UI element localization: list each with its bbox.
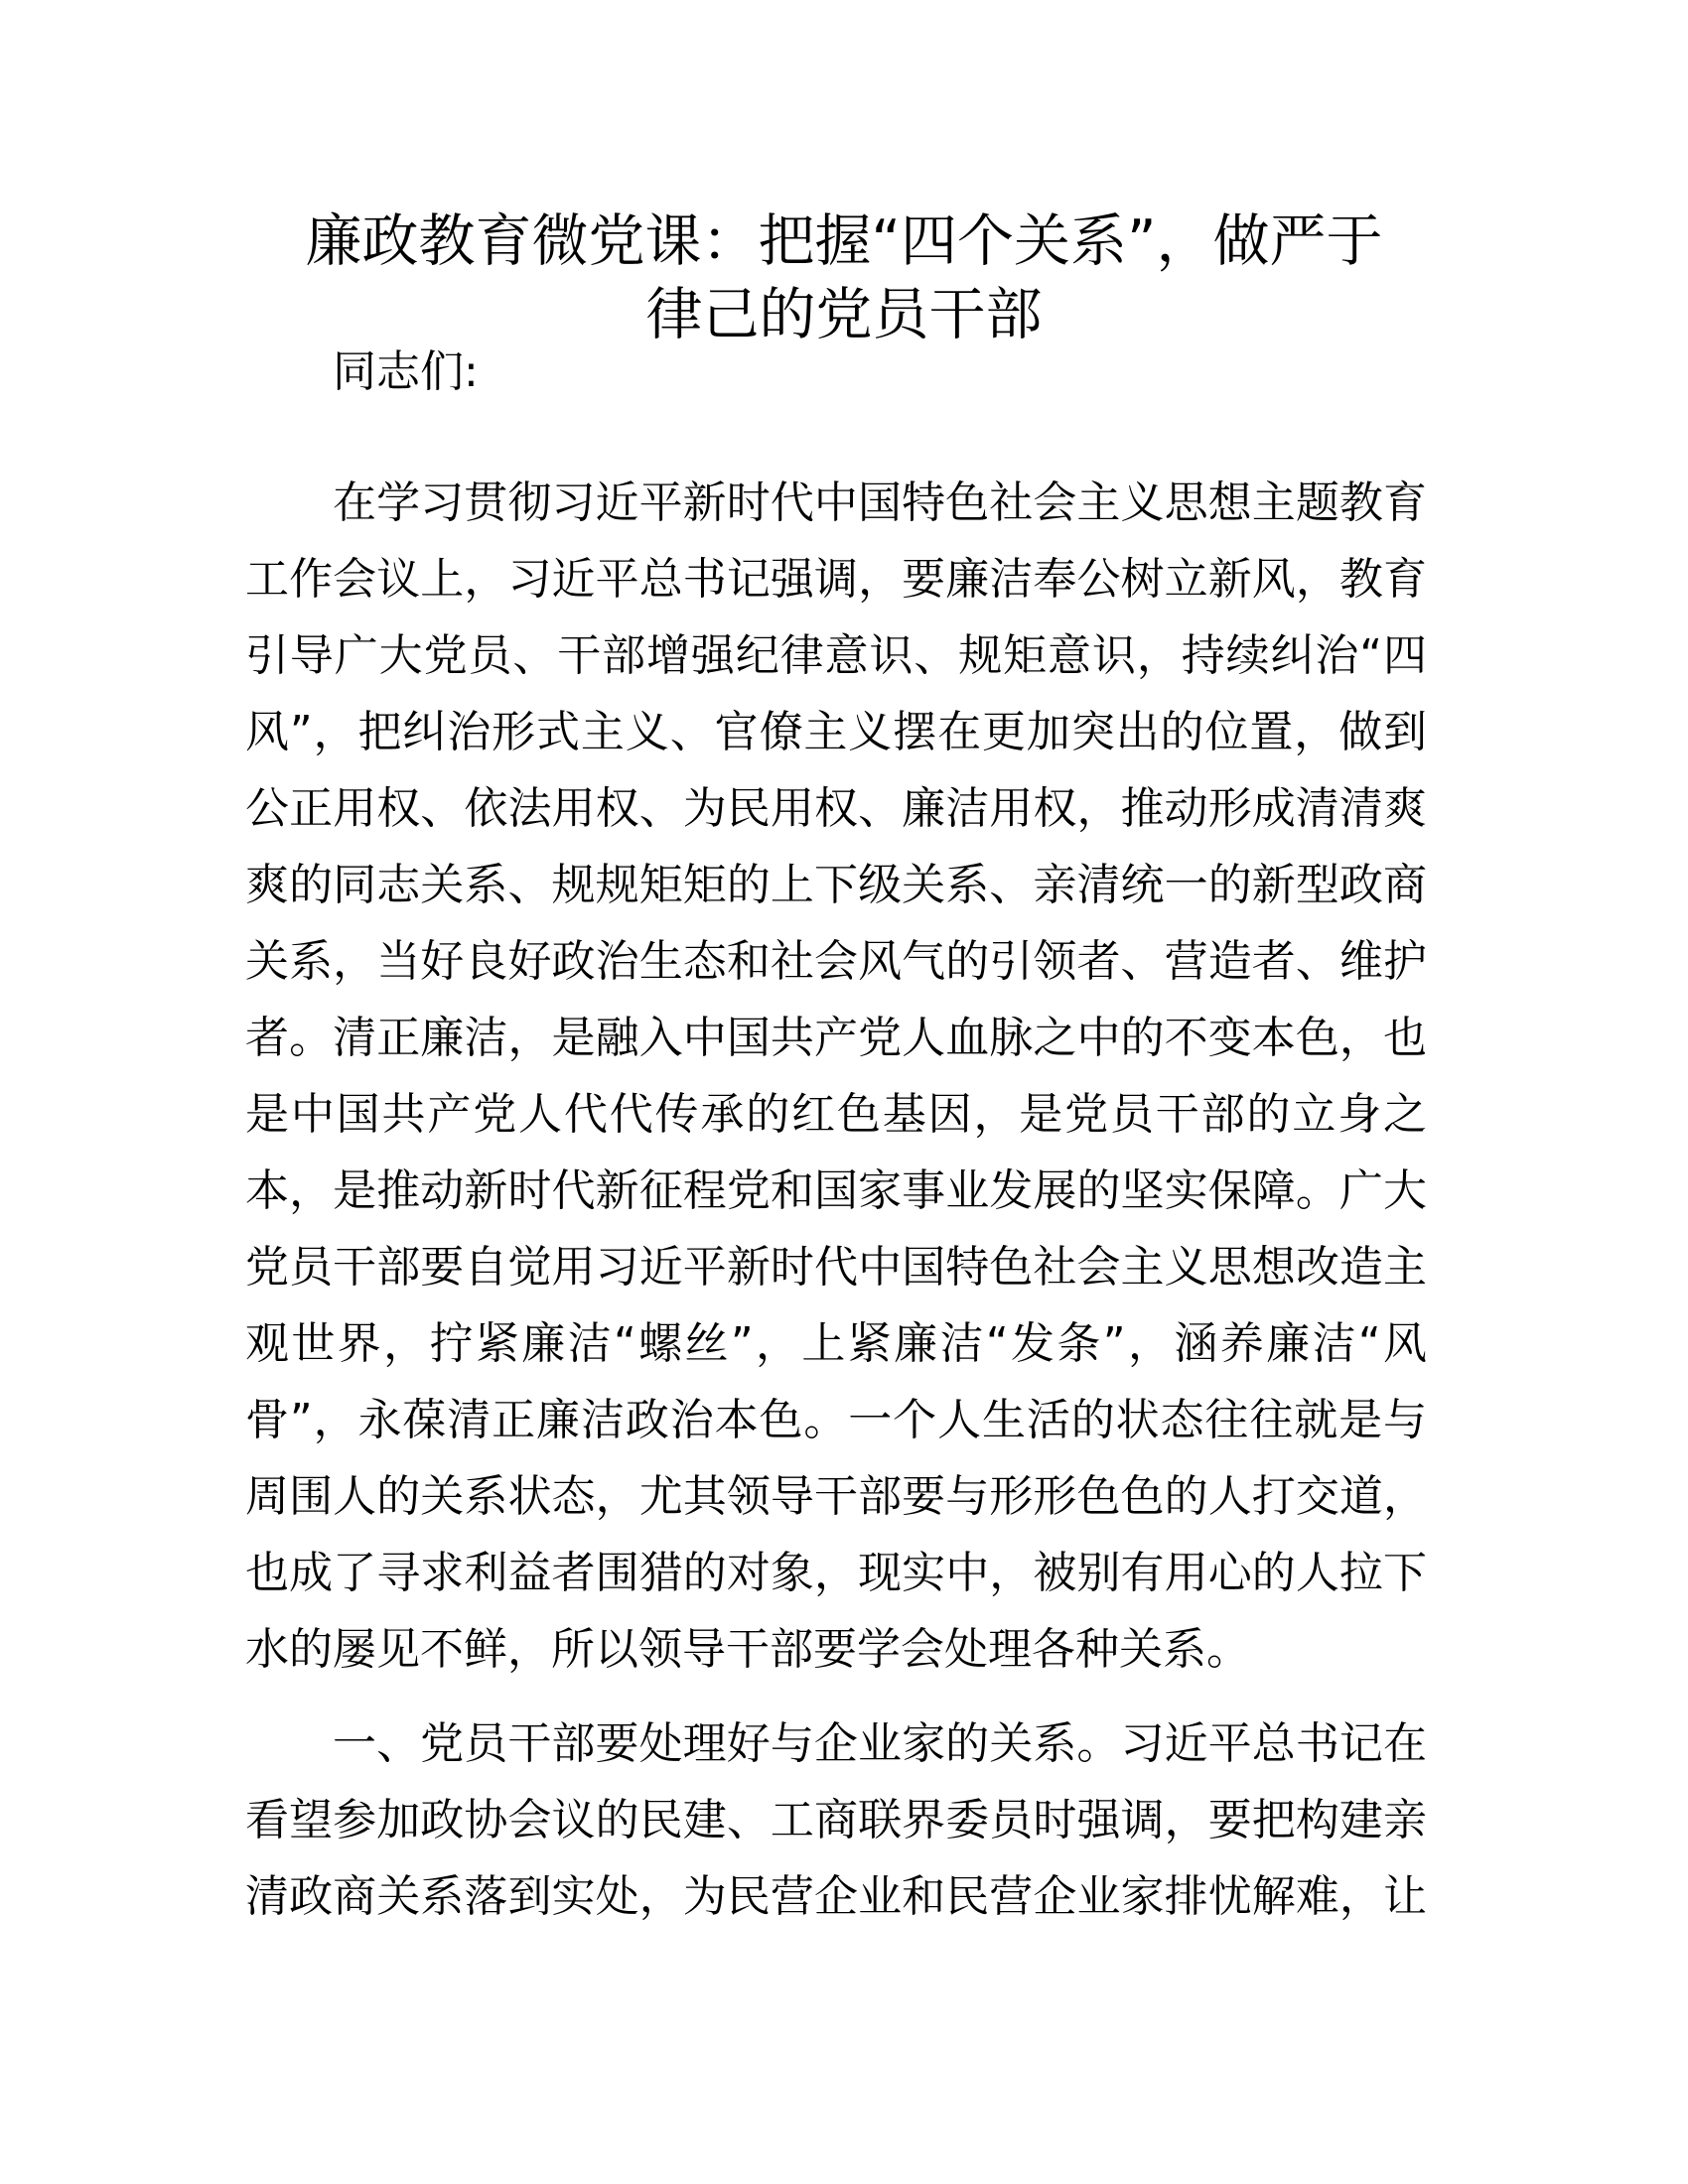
paragraph-1-line: 关系，当好良好政治生态和社会风气的引领者、营造者、维护 xyxy=(245,936,1427,987)
paragraph-1-line: 骨”，永葆清正廉洁政治本色。一个人生活的状态往往就是与 xyxy=(245,1395,1427,1445)
paragraph-1-line: 是中国共产党人代代传承的红色基因，是党员干部的立身之 xyxy=(245,1089,1427,1140)
paragraph-1-line: 水的屡见不鲜，所以领导干部要学会处理各种关系。 xyxy=(245,1624,1250,1675)
paragraph-1-line: 爽的同志关系、规规矩矩的上下级关系、亲清统一的新型政商 xyxy=(245,860,1427,910)
salutation: 同志们: xyxy=(333,346,479,397)
paragraph-1-line: 周围人的关系状态，尤其领导干部要与形形色色的人打交道， xyxy=(245,1471,1427,1522)
paragraph-1-line: 公正用权、依法用权、为民用权、廉洁用权，推动形成清清爽 xyxy=(245,783,1427,834)
paragraph-2-line: 清政商关系落到实处，为民营企业和民营企业家排忧解难，让 xyxy=(245,1871,1427,1922)
paragraph-1-line: 者。清正廉洁，是融入中国共产党人血脉之中的不变本色，也 xyxy=(245,1013,1427,1063)
paragraph-2-line: 一、党员干部要处理好与企业家的关系。习近平总书记在 xyxy=(333,1718,1427,1769)
paragraph-1-line: 观世界，拧紧廉洁“螺丝”，上紧廉洁“发条”，涵养廉洁“风 xyxy=(245,1318,1427,1369)
document-title-line-1: 廉政教育微党课：把握“四个关系”，做严于 xyxy=(305,208,1383,274)
paragraph-1-line: 工作会议上，习近平总书记强调，要廉洁奉公树立新风，教育 xyxy=(245,554,1427,605)
paragraph-1-line: 在学习贯彻习近平新时代中国特色社会主义思想主题教育 xyxy=(333,478,1427,528)
document-title-line-2: 律己的党员干部 xyxy=(645,282,1043,347)
paragraph-1-line: 风”，把纠治形式主义、官僚主义摆在更加突出的位置，做到 xyxy=(245,707,1427,757)
paragraph-1-line: 本，是推动新时代新征程党和国家事业发展的坚实保障。广大 xyxy=(245,1165,1427,1216)
paragraph-1-line: 也成了寻求利益者围猎的对象，现实中，被别有用心的人拉下 xyxy=(245,1548,1427,1598)
paragraph-1-line: 引导广大党员、干部增强纪律意识、规矩意识，持续纠治“四 xyxy=(245,630,1427,681)
paragraph-2-line: 看望参加政协会议的民建、工商联界委员时强调，要把构建亲 xyxy=(245,1795,1427,1845)
paragraph-1-line: 党员干部要自觉用习近平新时代中国特色社会主义思想改造主 xyxy=(245,1242,1427,1293)
